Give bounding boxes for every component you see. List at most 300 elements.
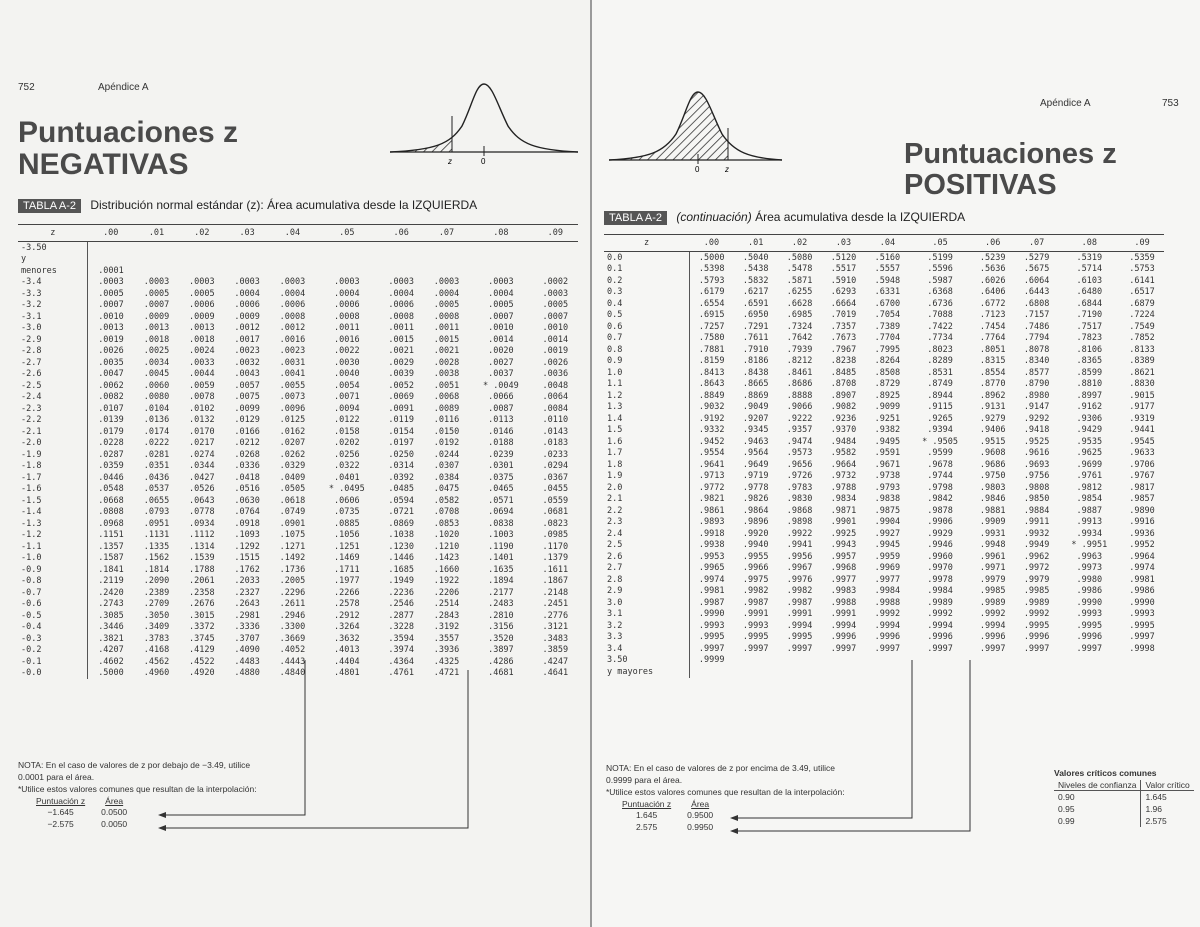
area-value: .0052 [388, 380, 414, 391]
area-value: .8438 [742, 367, 769, 378]
area-value: .6179 [698, 287, 725, 298]
area-value: .9932 [1023, 528, 1050, 539]
area-value: .0003 [388, 277, 414, 288]
area-value: .0014 [488, 334, 514, 345]
area-value: .0336 [234, 461, 260, 472]
area-value: .6255 [786, 287, 813, 298]
area-value: .9956 [786, 551, 813, 562]
area-value: .0026 [542, 357, 569, 368]
area-value: .0064 [542, 392, 569, 403]
curve-label-zero: 0 [695, 165, 700, 174]
area-value: .0606 [334, 495, 360, 506]
z-value: 0.6 [604, 321, 689, 333]
note-line-1: NOTA: En el caso de valores de z por encima de 3.49, utilice [606, 763, 835, 773]
column-header: .02 [179, 225, 224, 242]
area-value: .9641 [698, 459, 725, 470]
z-value: 0.2 [604, 275, 689, 287]
area-value: .6915 [698, 310, 725, 321]
area-value: .9982 [786, 586, 813, 597]
area-value: .0003 [279, 277, 306, 288]
area-value: .6664 [830, 298, 857, 309]
area-value: .2061 [189, 576, 215, 587]
title-line-1: Puntuaciones z [904, 138, 1117, 170]
note-line-2: 0.0001 para el área. [18, 772, 95, 782]
area-value: .9251 [874, 413, 901, 424]
area-value: .9996 [1023, 632, 1050, 643]
curve-label-z: z [448, 157, 452, 166]
area-value: .9985 [979, 586, 1006, 597]
z-value: 2.5 [604, 540, 689, 552]
area-value: .1003 [488, 530, 514, 541]
area-value: .2843 [433, 610, 460, 621]
area-value: .0005 [488, 300, 514, 311]
appendix-label: Apéndice A [98, 82, 149, 93]
area-value: .0262 [279, 449, 306, 460]
area-value: .8554 [979, 367, 1006, 378]
area-value: .9988 [874, 597, 901, 608]
area-value: .0022 [334, 346, 360, 357]
area-value: .9911 [1023, 517, 1050, 528]
area-value: .0281 [143, 449, 170, 460]
area-value: .0068 [433, 392, 460, 403]
page-number: 752 [18, 82, 35, 93]
area-value: .7794 [1023, 333, 1050, 344]
area-value: .9357 [786, 425, 813, 436]
area-value: .0183 [542, 438, 569, 449]
column-header: .06 [971, 235, 1015, 252]
table-row [604, 494, 1164, 506]
area-value: .0104 [143, 403, 170, 414]
z-value: 1.0 [604, 367, 689, 379]
area-value: .7910 [742, 344, 769, 355]
table-title-bar [604, 210, 965, 226]
left-page [0, 0, 590, 927]
area-value: .4562 [143, 656, 170, 667]
area-value: .0314 [388, 461, 414, 472]
area-value: .0202 [334, 438, 360, 449]
area-value: .5478 [786, 264, 813, 275]
area-value: .8729 [874, 379, 901, 390]
area-value: .2776 [542, 610, 569, 621]
area-value: .0174 [143, 426, 170, 437]
area-value: .9996 [1076, 632, 1103, 643]
area-value: .9726 [786, 471, 813, 482]
area-value: .0129 [234, 415, 260, 426]
area-value: .7123 [979, 310, 1006, 321]
area-value: .2981 [234, 610, 260, 621]
table-row [604, 517, 1164, 529]
z-value: -3.3 [18, 288, 88, 300]
area-value: .1314 [189, 541, 215, 552]
area-value: .2709 [143, 599, 170, 610]
area-value: .4880 [234, 668, 260, 679]
table-row [18, 645, 578, 657]
area-value: .6554 [698, 298, 725, 309]
area-value: .3446 [98, 622, 124, 633]
area-value: .0051 [433, 380, 460, 391]
area-value: .0021 [388, 346, 414, 357]
table-row [18, 484, 578, 496]
area-value: .2389 [143, 587, 170, 598]
area-value: .1151 [98, 530, 124, 541]
table-row [18, 472, 578, 484]
area-value [315, 242, 378, 254]
area-value: .9222 [786, 413, 813, 424]
z-value: -0.4 [18, 622, 88, 634]
area-value: .0008 [388, 311, 414, 322]
area-value: .0096 [279, 403, 306, 414]
area-value: .9265 [927, 413, 953, 424]
area-value: .9515 [979, 436, 1006, 447]
area-value: .9997 [979, 643, 1006, 654]
table-row [604, 333, 1164, 345]
area-value: .2236 [388, 587, 414, 598]
table-row [18, 334, 578, 346]
area-value: .2327 [234, 587, 260, 598]
area-value: .3409 [143, 622, 170, 633]
area-value: .0029 [388, 357, 414, 368]
area-value: .0793 [143, 507, 170, 518]
interp-head-z: Puntuación z [622, 799, 672, 809]
area-value: .0010 [542, 323, 569, 334]
area-value: .0119 [388, 415, 414, 426]
area-value: .0222 [143, 438, 170, 449]
column-header: .04 [270, 225, 315, 242]
area-value: .9418 [1023, 425, 1050, 436]
area-value: .8365 [1076, 356, 1103, 367]
area-value: .1894 [488, 576, 514, 587]
area-value: .8830 [1129, 379, 1155, 390]
z-value: -1.5 [18, 495, 88, 507]
area-value: .0037 [488, 369, 514, 380]
area-value: .3336 [234, 622, 260, 633]
table-row [604, 321, 1164, 333]
area-value: .9980 [1076, 574, 1103, 585]
area-value: .4602 [98, 656, 124, 667]
table-row [18, 541, 578, 553]
area-value: .0009 [234, 311, 260, 322]
z-value: -1.4 [18, 507, 88, 519]
area-value: .9066 [786, 402, 813, 413]
area-value: .3264 [334, 622, 360, 633]
z-value: 2.7 [604, 563, 689, 575]
area-value: .5557 [874, 264, 901, 275]
area-value: .9998 [1129, 643, 1155, 654]
z-value: -0.2 [18, 645, 88, 657]
table-row [18, 277, 578, 289]
area-value: .0228 [98, 438, 124, 449]
area-value: .0764 [234, 507, 260, 518]
area-value: .1611 [542, 564, 569, 575]
area-value: .4960 [143, 668, 170, 679]
area-value: .9830 [786, 494, 813, 505]
area-value: .1922 [433, 576, 460, 587]
area-value: .9974 [1129, 563, 1155, 574]
page-number: 753 [1162, 98, 1179, 109]
area-value: .0655 [143, 495, 170, 506]
area-value: .2676 [189, 599, 215, 610]
title-line-2: POSITIVAS [904, 169, 1057, 201]
area-value: .9761 [1076, 471, 1103, 482]
table-row [604, 436, 1164, 448]
area-value: .0001 [98, 265, 124, 276]
area-value: .0069 [388, 392, 414, 403]
z-value: -3.4 [18, 277, 88, 289]
right-page [590, 0, 1200, 927]
area-value: .9838 [874, 494, 901, 505]
table-row [604, 413, 1164, 425]
area-value: .0024 [189, 346, 215, 357]
area-value [469, 254, 532, 266]
z-value: -0.0 [18, 668, 88, 680]
area-value: .9881 [979, 505, 1006, 516]
normal-curve-shaded-left [604, 84, 784, 176]
area-value: .9993 [742, 620, 769, 631]
area-value: .5517 [830, 264, 857, 275]
area-value: .6026 [979, 275, 1006, 286]
area-value: .7517 [1076, 321, 1103, 332]
area-value: .0274 [189, 449, 215, 460]
area-value: .9370 [830, 425, 857, 436]
area-value: .3085 [98, 610, 124, 621]
table-row [18, 242, 578, 254]
table-row [18, 576, 578, 588]
area-value: .7764 [979, 333, 1006, 344]
area-value: .6406 [979, 287, 1006, 298]
z-value: -0.1 [18, 656, 88, 668]
area-value: .9916 [1129, 517, 1155, 528]
area-value: .0006 [279, 300, 306, 311]
area-value: .0082 [98, 392, 124, 403]
column-header: .00 [689, 235, 734, 252]
area-value: .0244 [433, 449, 460, 460]
area-value: .0582 [433, 495, 460, 506]
z-value: 0.5 [604, 310, 689, 322]
area-value: .8315 [979, 356, 1006, 367]
area-value: .9812 [1076, 482, 1103, 493]
area-value: .6141 [1129, 275, 1155, 286]
area-value: .9995 [1076, 620, 1103, 631]
z-value: -1.0 [18, 553, 88, 565]
area-value: .0091 [388, 403, 414, 414]
area-value: .9957 [830, 551, 857, 562]
area-value: .7190 [1076, 310, 1103, 321]
area-value: .9992 [979, 609, 1006, 620]
area-value: .9929 [927, 528, 953, 539]
table-row [604, 448, 1164, 460]
curve-label-zero: 0 [481, 157, 486, 166]
area-value: .0526 [189, 484, 215, 495]
area-value: .0016 [334, 334, 360, 345]
z-value: 0.9 [604, 356, 689, 368]
area-value: .0934 [189, 518, 215, 529]
area-value: .2119 [98, 576, 124, 587]
z-value: 3.1 [604, 609, 689, 621]
area-value: .8577 [1023, 367, 1050, 378]
table-row [604, 482, 1164, 494]
column-header: .09 [1120, 235, 1164, 252]
area-value: .0018 [143, 334, 170, 345]
area-value: .9986 [1076, 586, 1103, 597]
area-value: .1515 [234, 553, 260, 564]
area-value: .9997 [1129, 632, 1155, 643]
table-row [604, 563, 1164, 575]
table-row [18, 587, 578, 599]
area-value: .9920 [742, 528, 769, 539]
area-value: .0080 [143, 392, 170, 403]
column-header: .07 [424, 225, 469, 242]
area-value: .0004 [433, 288, 460, 299]
area-value: .4522 [189, 656, 215, 667]
table-row [604, 402, 1164, 414]
area-value: .4801 [334, 668, 360, 679]
area-value: .0708 [433, 507, 460, 518]
area-value: .9992 [1023, 609, 1050, 620]
interp-head-area: Área [691, 799, 710, 809]
area-value: .0446 [98, 472, 124, 483]
area-value: .0066 [488, 392, 514, 403]
area-value: .0045 [143, 369, 170, 380]
z-value: 1.5 [604, 425, 689, 437]
column-header: .01 [734, 235, 778, 252]
area-value: .5040 [742, 252, 769, 263]
area-value: .9909 [979, 517, 1006, 528]
area-value: .0033 [189, 357, 215, 368]
area-value: .9971 [979, 563, 1006, 574]
area-value: .0749 [279, 507, 306, 518]
area-value: .0853 [433, 518, 460, 529]
area-value: .0427 [189, 472, 215, 483]
area-value: .0125 [279, 415, 306, 426]
area-value: .1867 [542, 576, 569, 587]
area-value: .0158 [334, 426, 360, 437]
area-value [379, 242, 424, 254]
area-value: .1685 [388, 564, 414, 575]
area-value: .0256 [334, 449, 360, 460]
area-value: .9994 [874, 620, 901, 631]
area-value: .2296 [279, 587, 306, 598]
area-value: .9207 [742, 413, 769, 424]
area-value: .7224 [1129, 310, 1155, 321]
area-value: .1446 [388, 553, 414, 564]
area-value: .0038 [433, 369, 460, 380]
area-value: .9192 [698, 413, 725, 424]
area-value: .9990 [698, 609, 725, 620]
area-value: .1660 [433, 564, 460, 575]
area-value: .3483 [542, 633, 569, 644]
area-value: .9994 [927, 620, 953, 631]
area-value: .0006 [234, 300, 260, 311]
z-value: -2.6 [18, 369, 88, 381]
table-row [18, 288, 578, 300]
area-value: .2546 [388, 599, 414, 610]
area-value [424, 254, 469, 266]
area-value: .0455 [542, 484, 569, 495]
area-value: .8289 [927, 356, 953, 367]
area-value: .0003 [143, 277, 170, 288]
table-row [18, 495, 578, 507]
area-value: .0006 [388, 300, 414, 311]
area-value: .9082 [830, 402, 857, 413]
area-value: .1038 [388, 530, 414, 541]
area-value: .9525 [1023, 436, 1050, 447]
area-value: .0089 [433, 403, 460, 414]
area-value: .7454 [979, 321, 1006, 332]
column-header: .05 [909, 235, 970, 252]
area-value: .0007 [488, 311, 514, 322]
area-value: .7580 [698, 333, 725, 344]
area-value: .4721 [433, 668, 460, 679]
z-value: -1.7 [18, 472, 88, 484]
area-value: .0003 [189, 277, 215, 288]
area-value: .9940 [742, 540, 769, 551]
area-value: .1093 [234, 530, 260, 541]
interpolation-arrows [722, 660, 982, 840]
area-value: .9927 [874, 528, 901, 539]
area-value: .5000 [98, 668, 124, 679]
area-value: .9803 [979, 482, 1006, 493]
area-value: .9236 [830, 413, 857, 424]
area-value: .0465 [488, 484, 514, 495]
area-value: .9952 [1129, 540, 1155, 551]
area-value: .9738 [874, 471, 901, 482]
area-value: .9608 [979, 448, 1006, 459]
z-value: 2.1 [604, 494, 689, 506]
area-value: .8869 [742, 390, 769, 401]
area-value [1015, 655, 1059, 667]
area-value: .0301 [488, 461, 514, 472]
area-value: .0032 [234, 357, 260, 368]
area-value: .1335 [143, 541, 170, 552]
z-value: 1.1 [604, 379, 689, 391]
z-value: -2.2 [18, 415, 88, 427]
area-value: .8264 [874, 356, 901, 367]
area-value: .9941 [786, 540, 813, 551]
area-value: .9783 [786, 482, 813, 493]
area-value: .6443 [1023, 287, 1050, 298]
critical-values-title: Valores críticos comunes [1054, 768, 1157, 778]
area-value: .0059 [189, 380, 215, 391]
interp-area: 0.0050 [101, 819, 128, 829]
area-value: .1587 [98, 553, 124, 564]
area-value: .4840 [279, 668, 306, 679]
area-value: .0002 [542, 277, 569, 288]
area-value: .9678 [927, 459, 953, 470]
area-value: .0023 [279, 346, 306, 357]
area-value [315, 254, 378, 266]
area-value: .3669 [279, 633, 306, 644]
area-value: .7157 [1023, 310, 1050, 321]
area-value: .0166 [234, 426, 260, 437]
area-value: .9987 [698, 597, 725, 608]
area-value: .9115 [927, 402, 953, 413]
area-value: .0136 [143, 415, 170, 426]
column-header: .03 [224, 225, 269, 242]
area-value: .1131 [143, 530, 170, 541]
area-value: .2810 [488, 610, 514, 621]
page-title [18, 118, 238, 180]
area-value: .0344 [189, 461, 215, 472]
area-value: .1977 [334, 576, 360, 587]
area-value: .0735 [334, 507, 360, 518]
area-value: .0013 [98, 323, 124, 334]
area-value [224, 242, 269, 254]
z-value: -0.3 [18, 633, 88, 645]
z-value: 3.2 [604, 620, 689, 632]
area-value: .9884 [1023, 505, 1050, 516]
area-value: .3974 [388, 645, 414, 656]
area-value: .9861 [698, 505, 725, 516]
